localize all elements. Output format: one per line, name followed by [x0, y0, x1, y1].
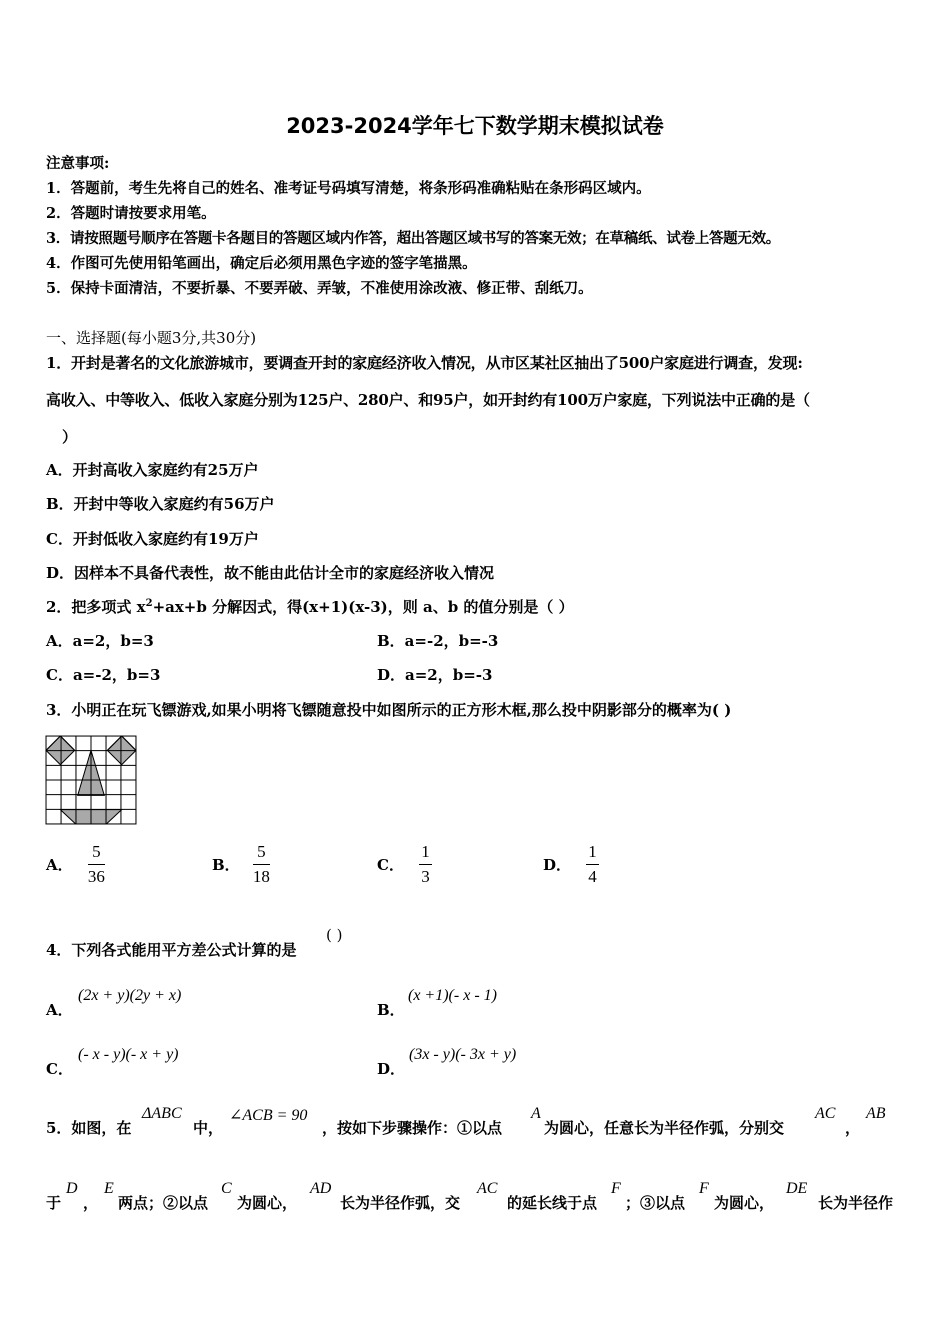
- notice-item-1: 1．答题前，考生先将自己的姓名、准考证号码填写清楚，将条形码准确粘贴在条形码区域内。: [46, 180, 651, 197]
- q5-math-a: A: [531, 1105, 541, 1122]
- notice-item-2: 2．答题时请按要求用笔。: [46, 205, 216, 222]
- q3-option-d-num: 1: [586, 842, 599, 865]
- q3-option-b: [212, 842, 270, 887]
- q5-math-c: C: [221, 1180, 232, 1197]
- q3-option-a-label: A．: [46, 856, 73, 874]
- q5-math-ad: AD: [310, 1180, 332, 1197]
- q3-option-c-fraction: [419, 842, 432, 887]
- q3-option-c: [377, 842, 432, 887]
- q4-paren: ( ): [326, 926, 343, 944]
- q5-math-ac-2: AC: [477, 1180, 498, 1197]
- q3-option-b-fraction: [253, 842, 270, 887]
- q3-option-c-num: 1: [419, 842, 432, 865]
- q1-line-1: 1．开封是著名的文化旅游城市，要调查开封的家庭经济收入情况，从市区某社区抽出了500户家庭进行调查，发现:: [46, 354, 803, 372]
- q3-stem: 3．小明正在玩飞镖游戏,如果小明将飞镖随意投中如图所示的正方形木框,那么投中阴影部分的概率为( ): [46, 701, 732, 719]
- q5-math-ac: AC: [815, 1105, 836, 1122]
- q4-option-a-expr: (2x + y)(2y + x): [78, 987, 182, 1004]
- q3-option-b-num: 5: [253, 842, 270, 865]
- q2-option-b: B．a=-2，b=-3: [377, 632, 499, 650]
- q5-text-4: 为圆心，任意长为半径作弧，分别交: [544, 1119, 785, 1137]
- q4-option-b-expr: (x +1)(- x - 1): [408, 987, 497, 1004]
- q3-option-c-label: C．: [377, 856, 404, 874]
- q4-stem: 4．下列各式能用平方差公式计算的是: [46, 941, 297, 959]
- q2-option-c: C．a=-2，b=3: [46, 666, 161, 684]
- page-title: 2023-2024学年七下数学期末模拟试卷: [286, 114, 664, 138]
- notice-item-5: 5．保持卡面清洁，不要折暴、不要弄破、弄皱，不准使用涂改液、修正带、刮纸刀。: [46, 280, 593, 297]
- notice-item-4: 4．作图可先使用铅笔画出，确定后必须用黑色字迹的签字笔描黑。: [46, 255, 477, 272]
- q5-math-ab: AB: [866, 1105, 886, 1122]
- q2-stem-sup: 2: [145, 598, 153, 609]
- q3-option-c-den: 3: [421, 867, 430, 886]
- q4-option-d-expr: (3x - y)(- 3x + y): [409, 1046, 517, 1063]
- q1-option-a: A．开封高收入家庭约有25万户: [46, 461, 259, 479]
- q5-line2-text-7: ；③以点: [625, 1194, 686, 1212]
- q5-line2-text-2: ，: [83, 1194, 99, 1212]
- notice-heading: 注意事项:: [46, 155, 110, 172]
- q5-line2-text-8: 为圆心，: [714, 1194, 775, 1212]
- q1-option-b: B．开封中等收入家庭约有56万户: [46, 495, 275, 513]
- q5-text-3: ，按如下步骤操作：①以点: [322, 1119, 503, 1137]
- dartboard-figure: [45, 735, 137, 825]
- q5-line2-text-4: 为圆心，: [237, 1194, 298, 1212]
- q3-option-d-den: 4: [588, 867, 597, 886]
- q2-option-a: A．a=2，b=3: [46, 632, 154, 650]
- q3-option-d-label: D．: [543, 856, 572, 874]
- notice-item-3: 3．请按照题号顺序在答题卡各题目的答题区域内作答，超出答题区域书写的答案无效；在草稿纸、试卷上答题无效。: [46, 230, 780, 247]
- q5-line2-text-6: 的延长线于点: [507, 1194, 598, 1212]
- q5-line2-text-9: 长为半径作: [818, 1194, 894, 1212]
- q1-line-2: 高收入、中等收入、低收入家庭分别为125户、280户、和95户，如开封约有100万户家庭，下列说法中正确的是（: [46, 391, 810, 409]
- q2-stem-b: +ax+b 分解因式，得(x+1)(x-3)，则 a、b 的值分别是（ ）: [152, 598, 574, 616]
- q4-option-a-label: A．: [46, 1001, 73, 1019]
- q5-math-f-2: F: [699, 1180, 709, 1197]
- q3-option-a-den: 36: [87, 867, 105, 886]
- q5-math-e: E: [104, 1180, 114, 1197]
- q5-math-de: DE: [786, 1180, 808, 1197]
- q4-option-d-label: D．: [377, 1060, 406, 1078]
- q1-line-3: ）: [62, 428, 78, 446]
- q3-option-b-den: 18: [252, 867, 270, 886]
- q2-stem-a: 2．把多项式 x: [46, 598, 146, 616]
- q5-text-2: 中，: [193, 1119, 224, 1137]
- q5-math-angle: ∠ACB = 90: [229, 1107, 308, 1124]
- q1-option-c: C．开封低收入家庭约有19万户: [46, 530, 259, 548]
- q5-text-5: ，: [845, 1119, 861, 1137]
- q5-math-d: D: [66, 1180, 78, 1197]
- q5-math-abc: ΔABC: [142, 1105, 182, 1122]
- q4-option-b-label: B．: [377, 1001, 405, 1019]
- q4-option-c-label: C．: [46, 1060, 73, 1078]
- q3-option-a-num: 5: [88, 842, 105, 865]
- q3-option-d-fraction: [586, 842, 599, 887]
- q5-line2-text-1: 于: [46, 1194, 62, 1212]
- section-heading: 一、选择题(每小题3分,共30分): [46, 329, 257, 347]
- q3-option-b-label: B．: [212, 856, 240, 874]
- q2-stem: [46, 596, 574, 617]
- q2-option-d: D．a=2，b=-3: [377, 666, 493, 684]
- q3-option-d: [543, 842, 599, 887]
- q5-math-f: F: [611, 1180, 621, 1197]
- q3-option-a: [46, 842, 105, 887]
- q3-option-a-fraction: [88, 842, 105, 887]
- q1-option-d: D．因样本不具备代表性，故不能由此估计全市的家庭经济收入情况: [46, 564, 495, 582]
- q4-option-c-expr: (- x - y)(- x + y): [78, 1046, 179, 1063]
- q5-line2-text-5: 长为半径作弧，交: [340, 1194, 461, 1212]
- q5-line2-text-3: 两点；②以点: [118, 1194, 209, 1212]
- q5-text-1: 5．如图，在: [46, 1119, 132, 1137]
